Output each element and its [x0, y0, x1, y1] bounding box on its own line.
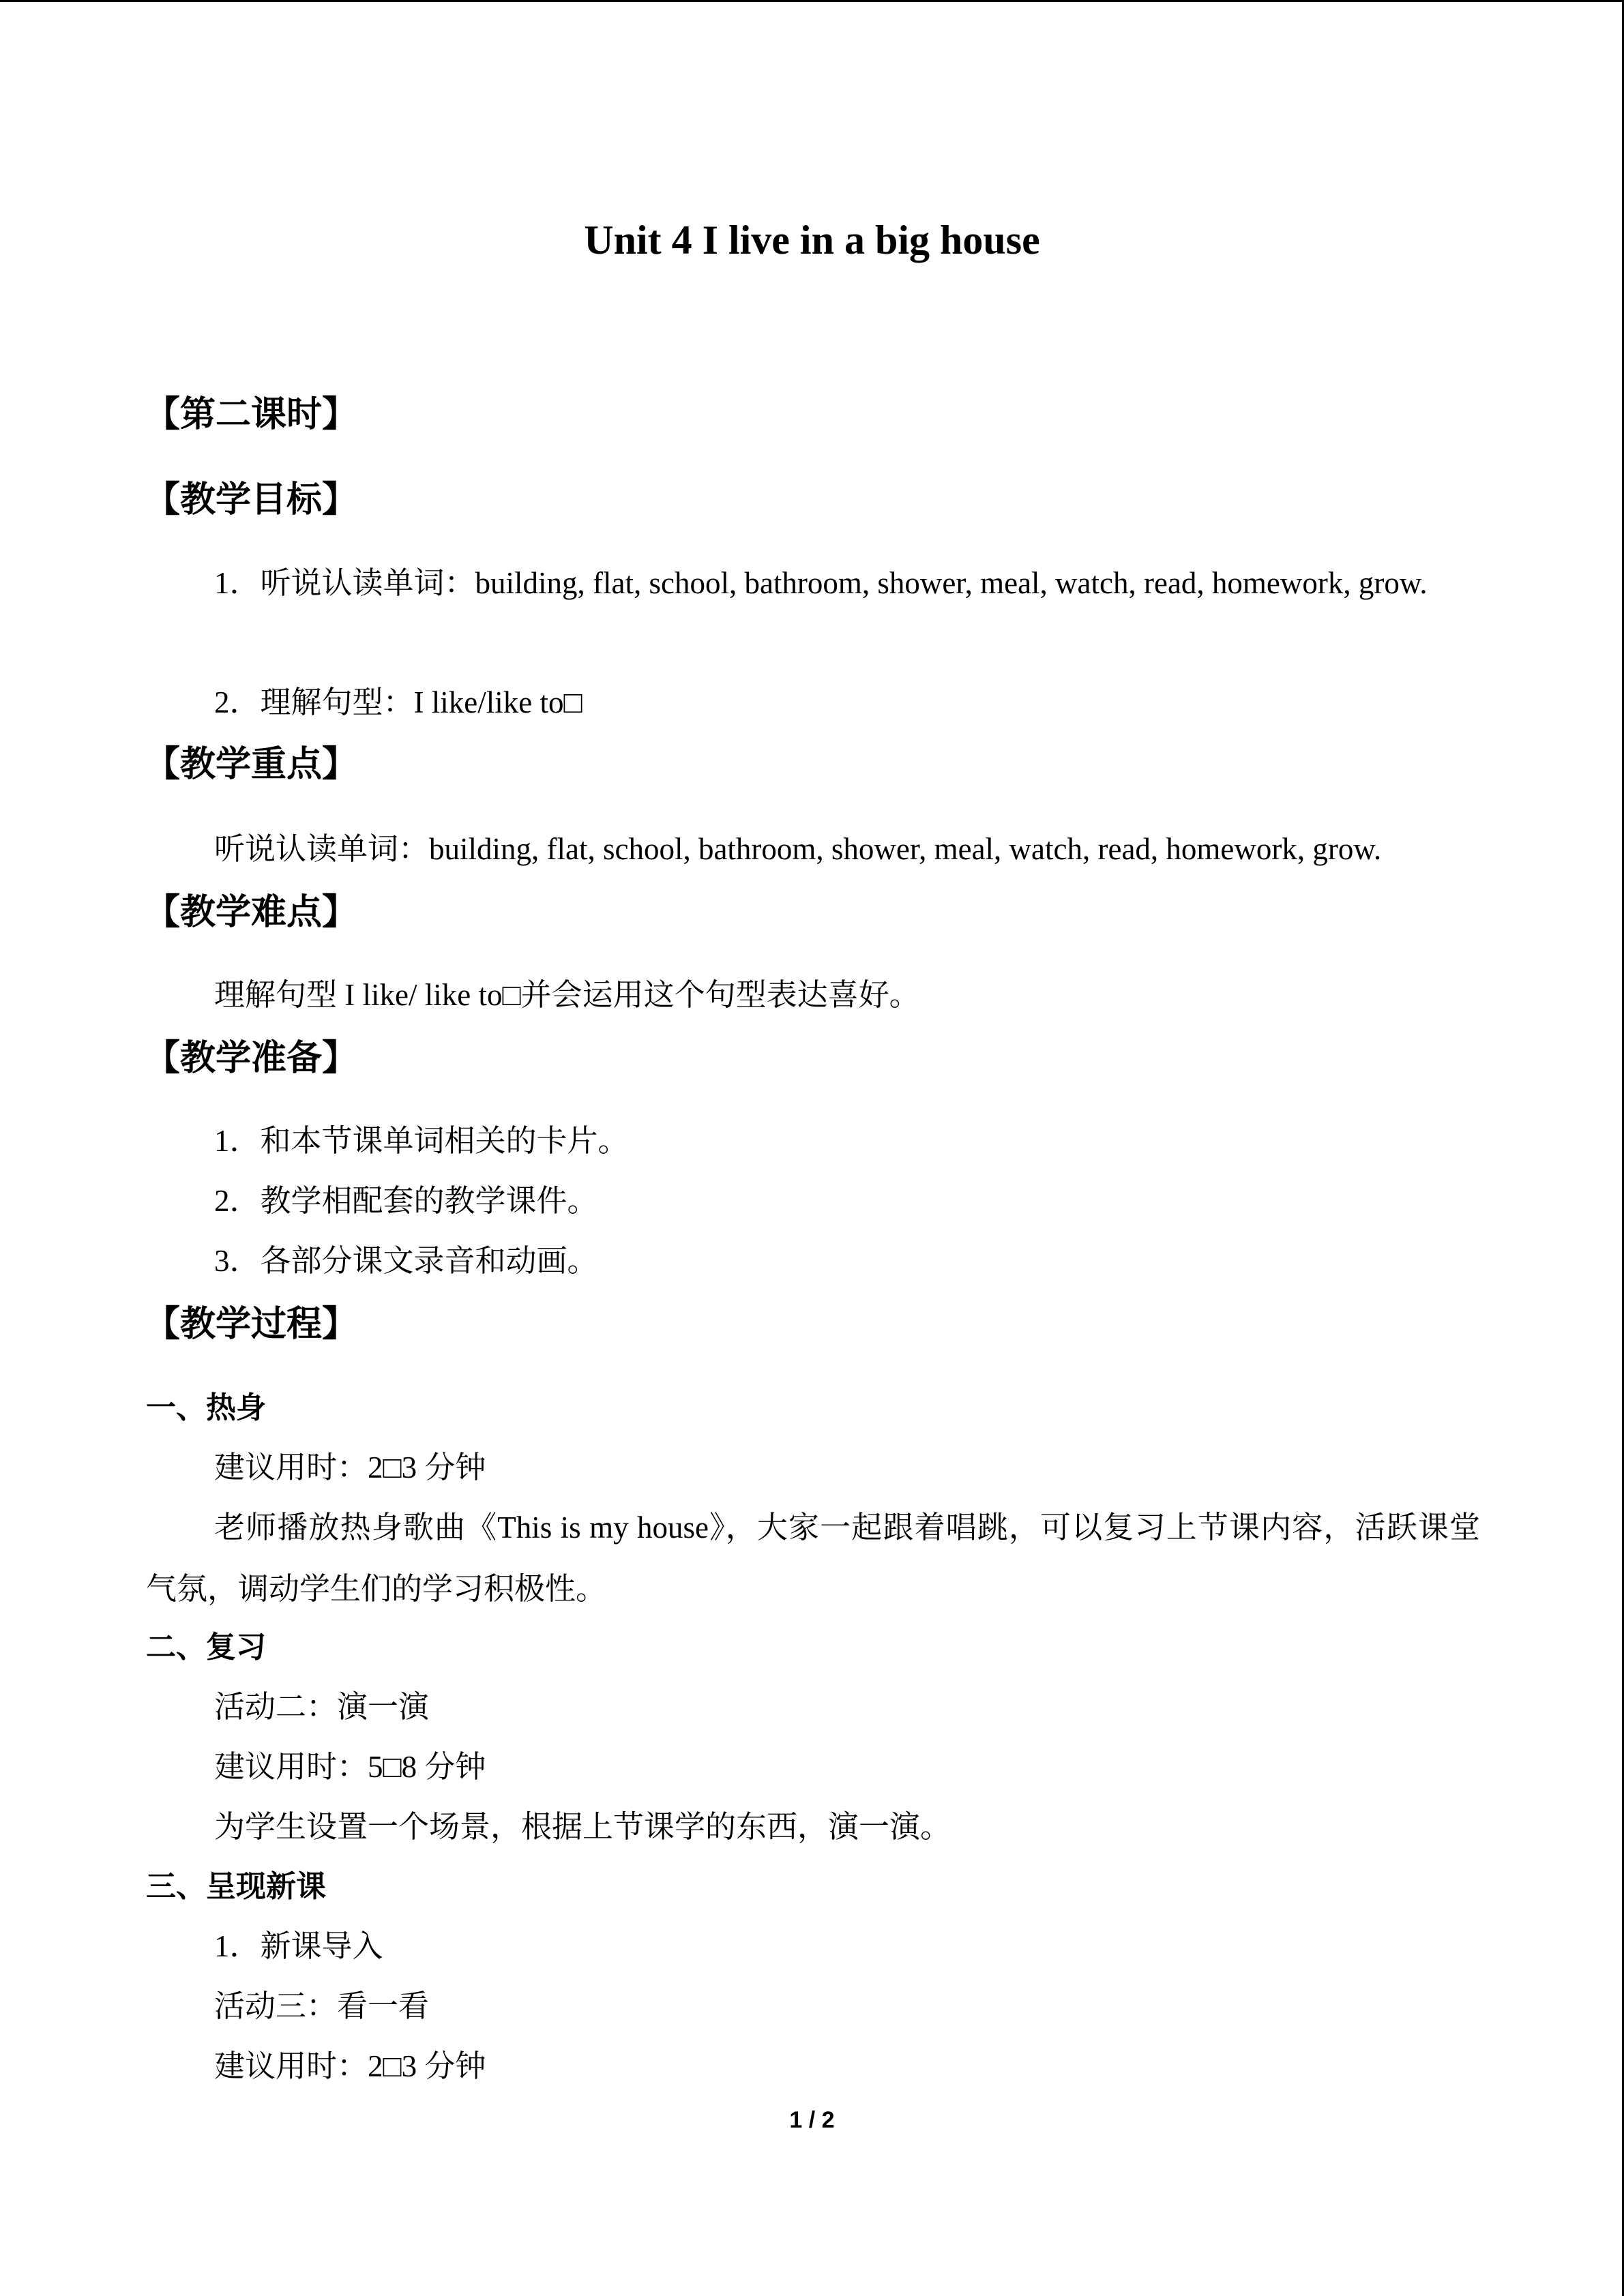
warmup-description: 老师播放热身歌曲《This is my house》，大家一起跟着唱跳，可以复习上节课内容，活跃课堂气氛，调动学生们的学习积极性。	[146, 1510, 1480, 1606]
key-points-text: 听说认读单词：building, flat, school, bathroom, shower, meal, watch, read, homework, grow.	[214, 832, 1382, 866]
preparation-heading: 【教学准备】	[145, 1038, 358, 1079]
review-activity: 活动二：演一演	[214, 1690, 430, 1724]
key-points-heading: 【教学重点】	[145, 744, 358, 785]
process-heading: 【教学过程】	[145, 1304, 358, 1345]
preparation-item-2: 2．教学相配套的教学课件。	[214, 1184, 598, 1218]
lesson-heading: 【第二课时】	[145, 394, 358, 435]
preparation-item-3: 3．各部分课文录音和动画。	[214, 1244, 598, 1278]
new-lesson-step: 1．新课导入	[214, 1929, 383, 1963]
review-title: 二、复习	[146, 1630, 266, 1665]
difficulties-text: 理解句型 I like/ like to□并会运用这个句型表达喜好。	[214, 978, 920, 1012]
new-lesson-time: 建议用时：2□3 分钟	[214, 2049, 486, 2083]
page-number: 1 / 2	[789, 2107, 835, 2133]
review-description: 为学生设置一个场景，根据上节课学的东西，演一演。	[214, 1810, 951, 1844]
warmup-time: 建议用时：2□3 分钟	[214, 1450, 486, 1485]
objectives-heading: 【教学目标】	[145, 479, 358, 520]
difficulties-heading: 【教学难点】	[145, 892, 358, 933]
new-lesson-activity: 活动三：看一看	[214, 1989, 430, 2023]
objective-item-1: 1．听说认读单词：building, flat, school, bathroom, shower, meal, watch, read, homework, grow.	[214, 566, 1428, 600]
review-time: 建议用时：5□8 分钟	[214, 1750, 486, 1784]
objective-item-2: 2．理解句型：I like/like to□	[214, 685, 582, 719]
document-title: Unit 4 I live in a big house	[584, 218, 1040, 263]
warmup-title: 一、热身	[146, 1390, 266, 1425]
preparation-item-1: 1．和本节课单词相关的卡片。	[214, 1124, 629, 1158]
page-border-top	[0, 0, 1624, 2]
new-lesson-title: 三、呈现新课	[146, 1869, 326, 1904]
